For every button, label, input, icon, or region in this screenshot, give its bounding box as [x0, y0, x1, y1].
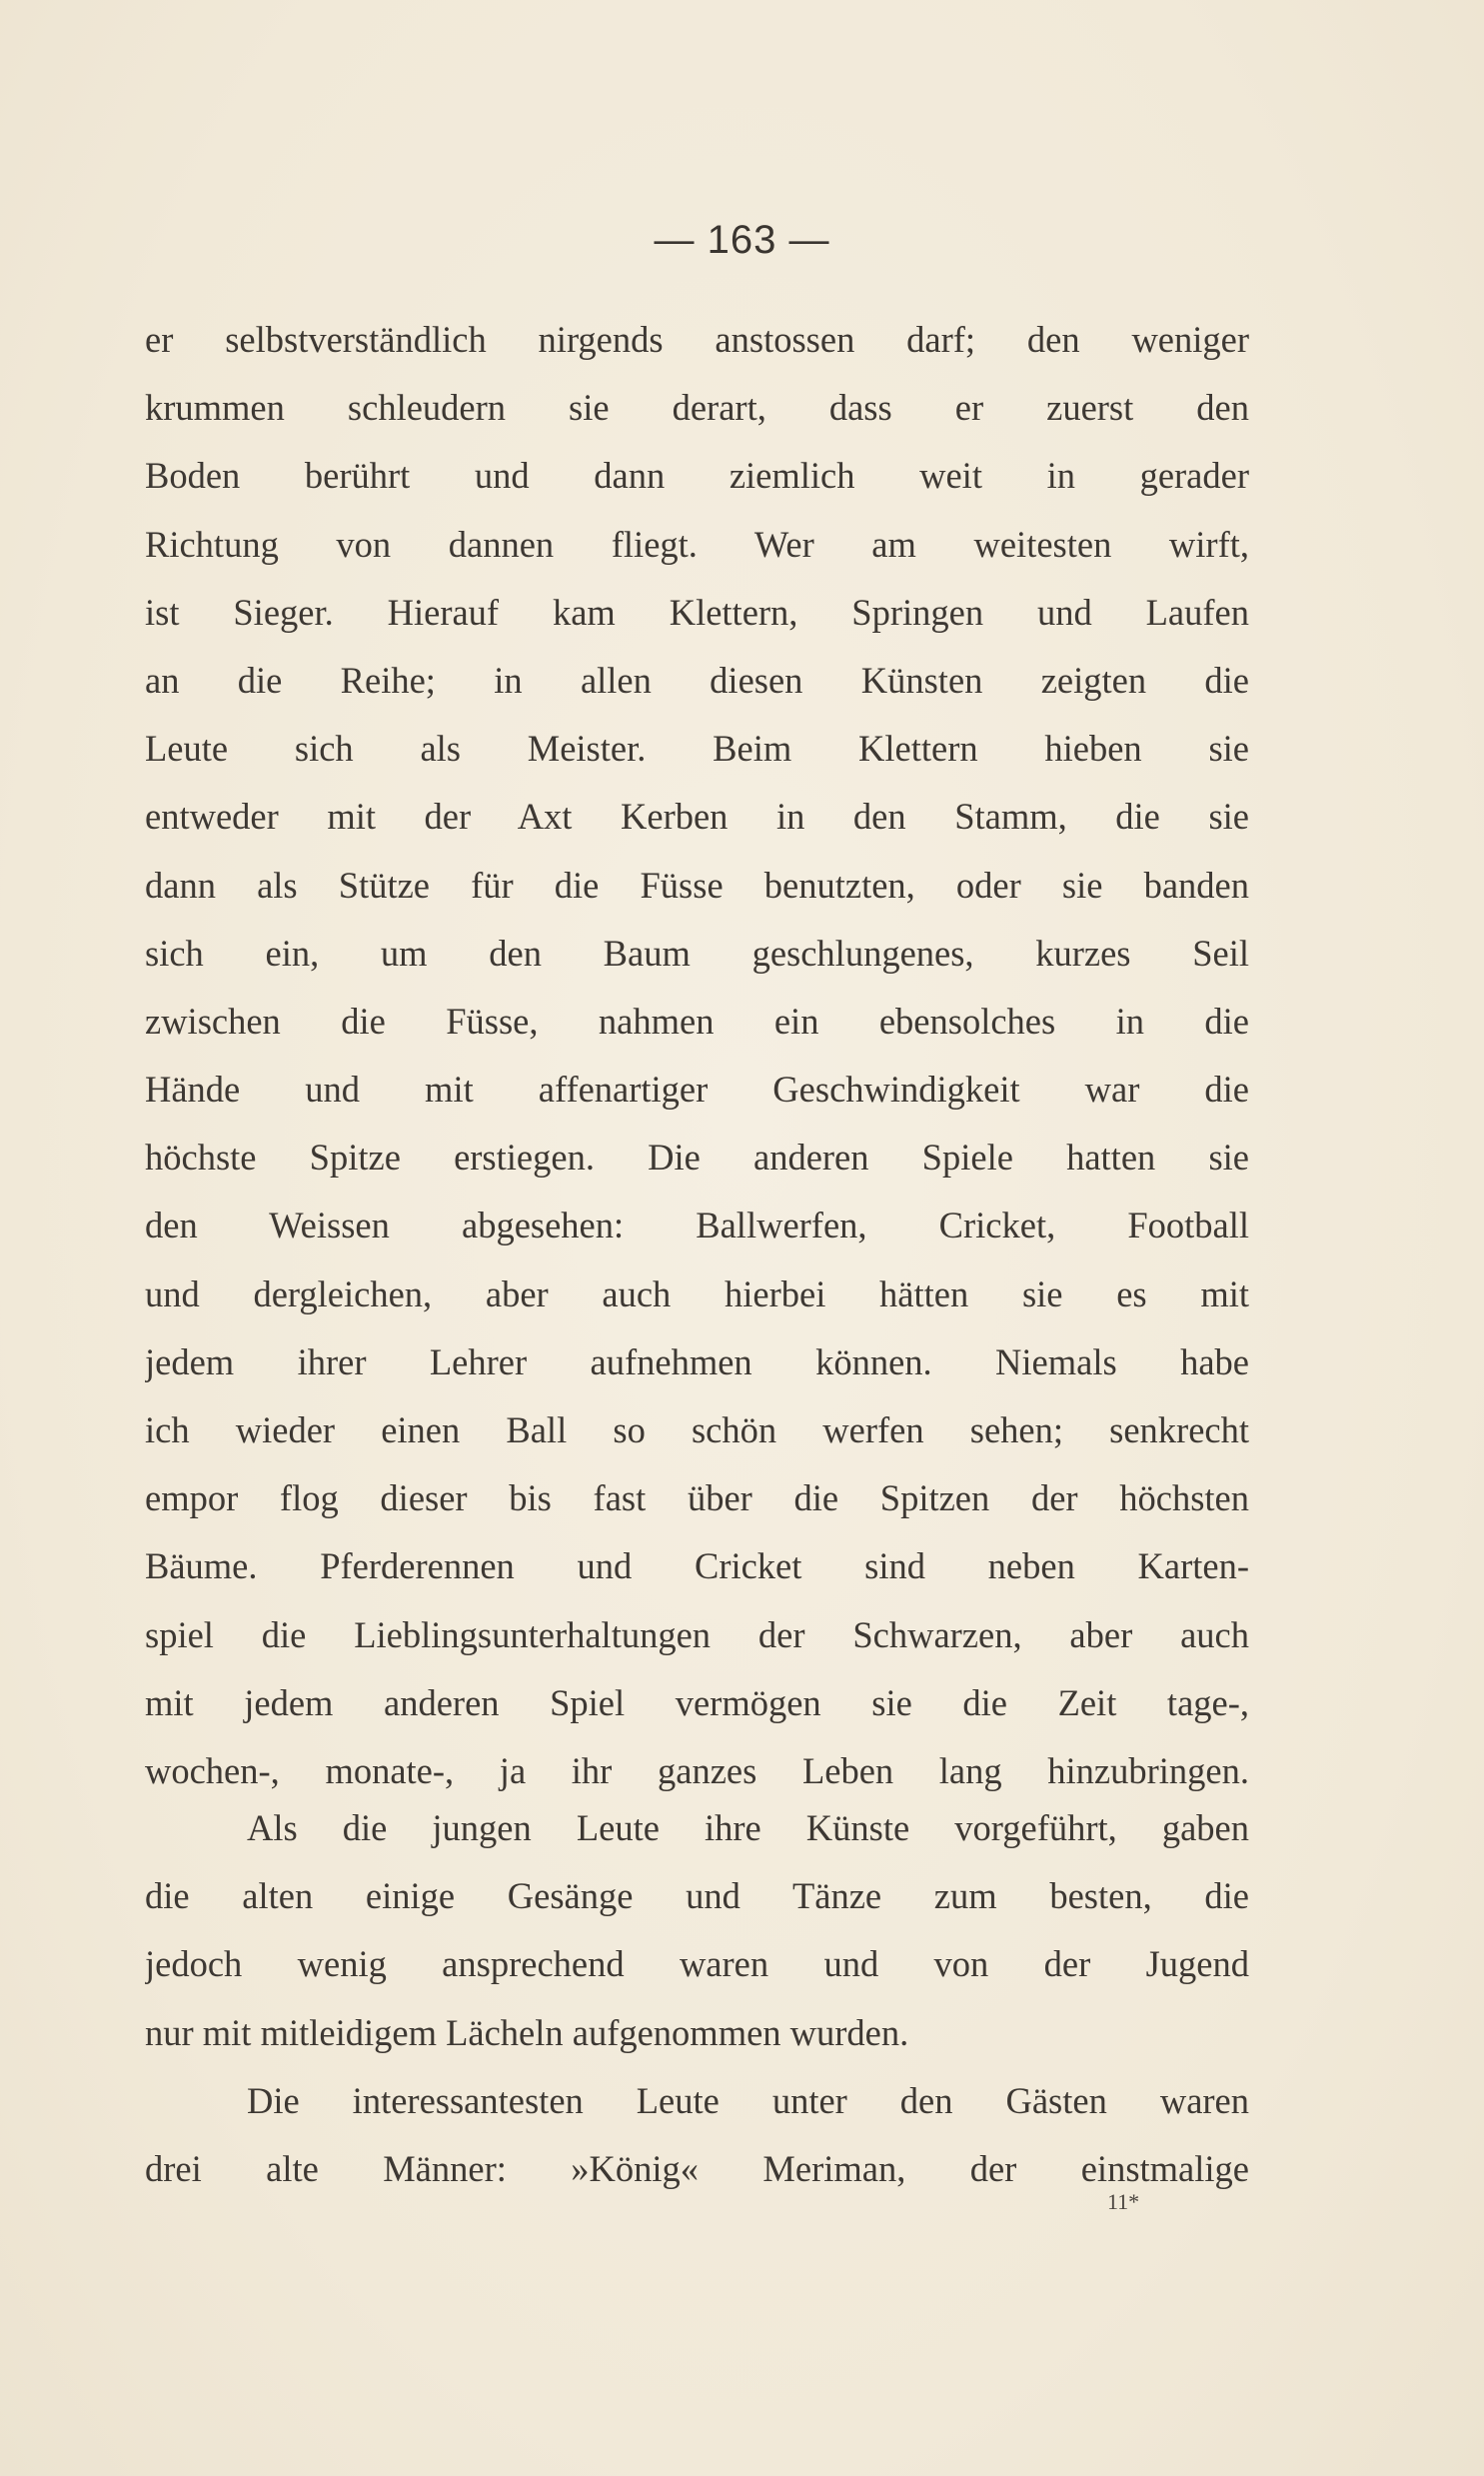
- text-line: Richtung von dannen fliegt. Wer am weitesten wirft,: [145, 523, 1249, 565]
- text-line: jedoch wenig ansprechend waren und von der Jugend: [145, 1943, 1249, 1985]
- text-line: Leute sich als Meister. Beim Klettern hieben sie: [145, 728, 1249, 770]
- text-line: nur mit mitleidigem Lächeln aufgenommen wurden.: [145, 2011, 909, 2053]
- text-line: dann als Stütze für die Füsse benutzten, oder sie banden: [145, 864, 1249, 906]
- paragraph-2: [145, 1794, 1249, 2067]
- text-line: Boden berührt und dann ziemlich weit in gerader: [145, 455, 1249, 497]
- signature-mark: 11*: [1107, 2189, 1140, 2214]
- text-line: Die interessantesten Leute unter den Gästen waren: [247, 2080, 1249, 2121]
- text-line: jedem ihrer Lehrer aufnehmen können. Niemals habe: [145, 1340, 1249, 1382]
- text-line: und dergleichen, aber auch hierbei hätten sie es mit: [145, 1272, 1249, 1314]
- text-line: ist Sieger. Hierauf kam Klettern, Springen und Laufen: [145, 591, 1249, 633]
- text-line: Hände und mit affenartiger Geschwindigkeit war die: [145, 1069, 1249, 1111]
- text-line: höchste Spitze erstiegen. Die anderen Spiele hatten sie: [145, 1137, 1249, 1179]
- text-line: an die Reihe; in allen diesen Künsten zeigten die: [145, 659, 1249, 701]
- text-line: den Weissen abgesehen: Ballwerfen, Cricket, Football: [145, 1205, 1249, 1246]
- text-line: die alten einige Gesänge und Tänze zum besten, die: [145, 1875, 1249, 1917]
- text-line: drei alte Männer: »König« Meriman, der einstmalige: [145, 2148, 1249, 2190]
- text-line: ich wieder einen Ball so schön werfen sehen; senkrecht: [145, 1409, 1249, 1450]
- text-line: Bäume. Pferderennen und Cricket sind neben Karten-: [145, 1545, 1249, 1587]
- text-line: spiel die Lieblingsunterhaltungen der Schwarzen, aber auch: [145, 1613, 1249, 1655]
- text-line: empor flog dieser bis fast über die Spitzen der höchsten: [145, 1477, 1249, 1519]
- text-line: er selbstverständlich nirgends anstossen darf; den weniger: [145, 319, 1249, 360]
- text-line: krummen schleudern sie derart, dass er zuerst den: [145, 387, 1249, 429]
- text-line: Als die jungen Leute ihre Künste vorgeführt, gaben: [247, 1807, 1249, 1848]
- text-line: entweder mit der Axt Kerben in den Stamm, die sie: [145, 796, 1249, 838]
- paragraph-1: [145, 306, 1249, 1805]
- paragraph-3: [145, 2067, 1249, 2203]
- page-number: — 163 —: [654, 218, 830, 262]
- text-line: zwischen die Füsse, nahmen ein ebensolches in die: [145, 1000, 1249, 1042]
- text-line: mit jedem anderen Spiel vermögen sie die Zeit tage-,: [145, 1681, 1249, 1723]
- text-line: sich ein, um den Baum geschlungenes, kurzes Seil: [145, 932, 1249, 974]
- text-line: wochen-, monate-, ja ihr ganzes Leben lang hinzubringen.: [145, 1749, 1249, 1791]
